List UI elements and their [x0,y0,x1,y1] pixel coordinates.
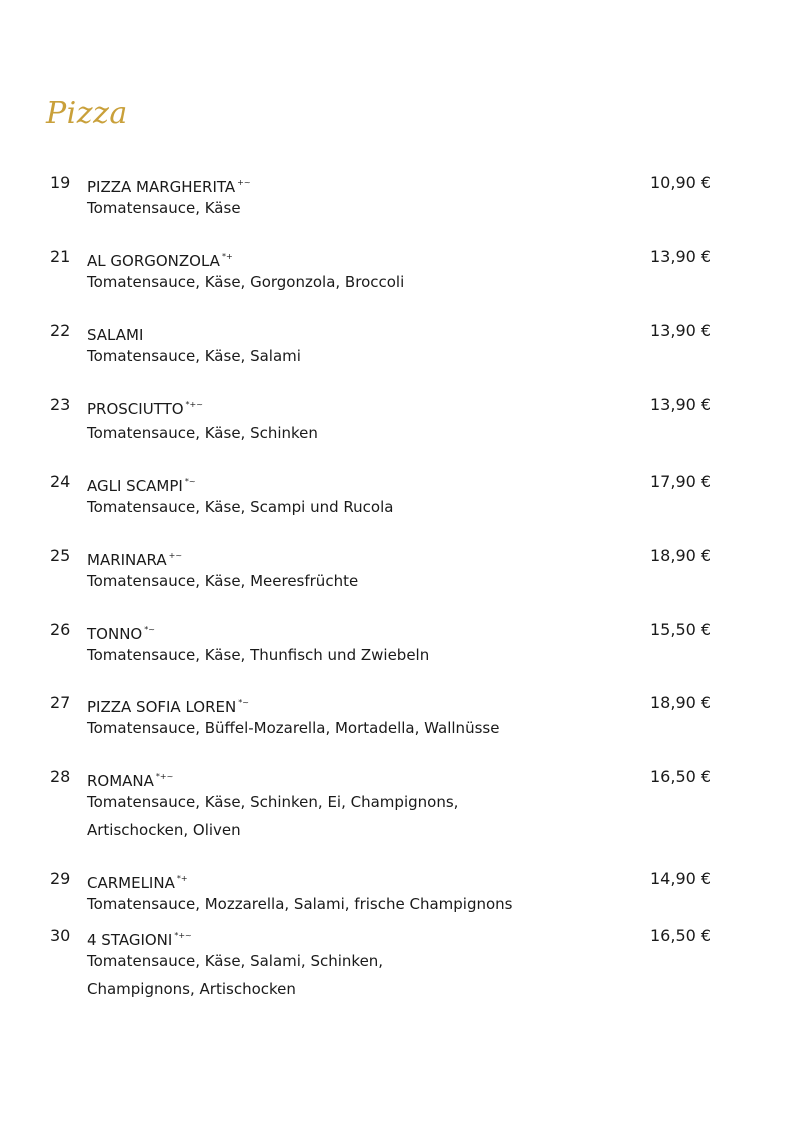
item-number: 24 [50,472,71,491]
item-name [87,172,251,198]
item-name [87,545,182,571]
item-name-text: PIZZA MARGHERITA [87,178,236,196]
item-number: 19 [50,173,71,192]
item-description: Tomatensauce, Käse, Salami [87,347,301,365]
item-price: 16,50 € [650,767,712,786]
item-number: 27 [50,693,71,712]
item-name-text: AGLI SCAMPI [87,477,183,495]
item-description: Champignons, Artischocken [87,980,296,998]
item-price: 18,90 € [650,693,712,712]
item-name [87,246,233,272]
item-name-text: PIZZA SOFIA LOREN [87,698,237,716]
item-name [87,925,192,951]
item-mark: *~ [184,477,196,486]
item-description: Tomatensauce, Käse, Meeresfrüchte [87,572,359,590]
item-price: 17,90 € [650,472,712,491]
item-description: Tomatensauce, Käse, Scampi und Rucola [87,498,394,516]
item-mark: +~ [168,551,183,560]
item-description: Tomatensauce, Käse, Schinken [87,424,318,442]
item-description: Tomatensauce, Käse, Gorgonzola, Broccoli [87,273,405,291]
item-price: 13,90 € [650,321,712,340]
item-name-text: AL GORGONZOLA [87,252,220,270]
item-price: 15,50 € [650,620,712,639]
item-description: Tomatensauce, Käse, Schinken, Ei, Champignons, [87,793,459,811]
item-description: Tomatensauce, Mozzarella, Salami, frische Champignons [87,895,513,913]
item-mark: *+~ [185,400,203,409]
item-price: 13,90 € [650,395,712,414]
item-number: 23 [50,395,71,414]
item-name [87,619,155,645]
item-price: 13,90 € [650,247,712,266]
item-price: 14,90 € [650,869,712,888]
item-name [87,320,145,346]
item-name-text: CARMELINA [87,874,175,892]
item-price: 16,50 € [650,926,712,945]
item-mark: *+ [176,874,188,883]
item-number: 25 [50,546,71,565]
item-number: 28 [50,767,71,786]
item-description: Tomatensauce, Käse, Thunfisch und Zwiebeln [87,646,430,664]
item-description: Tomatensauce, Käse [87,199,241,217]
item-mark: +~ [237,178,251,187]
item-name-text: 4 STAGIONI [87,931,173,949]
item-price: 18,90 € [650,546,712,565]
item-description: Tomatensauce, Käse, Salami, Schinken, [87,952,384,970]
item-name [87,394,203,420]
item-mark: *+~ [174,931,192,940]
item-number: 22 [50,321,71,340]
item-name-text: TONNO [87,625,143,643]
item-name-text: PROSCIUTTO [87,400,184,418]
item-mark: *~ [238,698,249,707]
item-name [87,471,196,497]
page-title: Pizza [46,96,128,131]
item-number: 30 [50,926,71,945]
item-number: 29 [50,869,71,888]
item-description: Tomatensauce, Büffel-Mozarella, Mortadella, Wallnüsse [87,719,500,737]
item-mark: *+ [221,252,233,261]
item-mark: *+~ [155,772,174,781]
item-name [87,766,173,792]
item-number: 26 [50,620,71,639]
item-name-text: MARINARA [87,551,167,569]
item-name [87,868,188,894]
item-name-text: ROMANA [87,772,154,790]
item-description: Artischocken, Oliven [87,821,241,839]
item-mark: *~ [144,625,155,634]
item-price: 10,90 € [650,173,712,192]
item-name-text: SALAMI [87,326,144,344]
item-name [87,692,249,718]
item-number: 21 [50,247,71,266]
